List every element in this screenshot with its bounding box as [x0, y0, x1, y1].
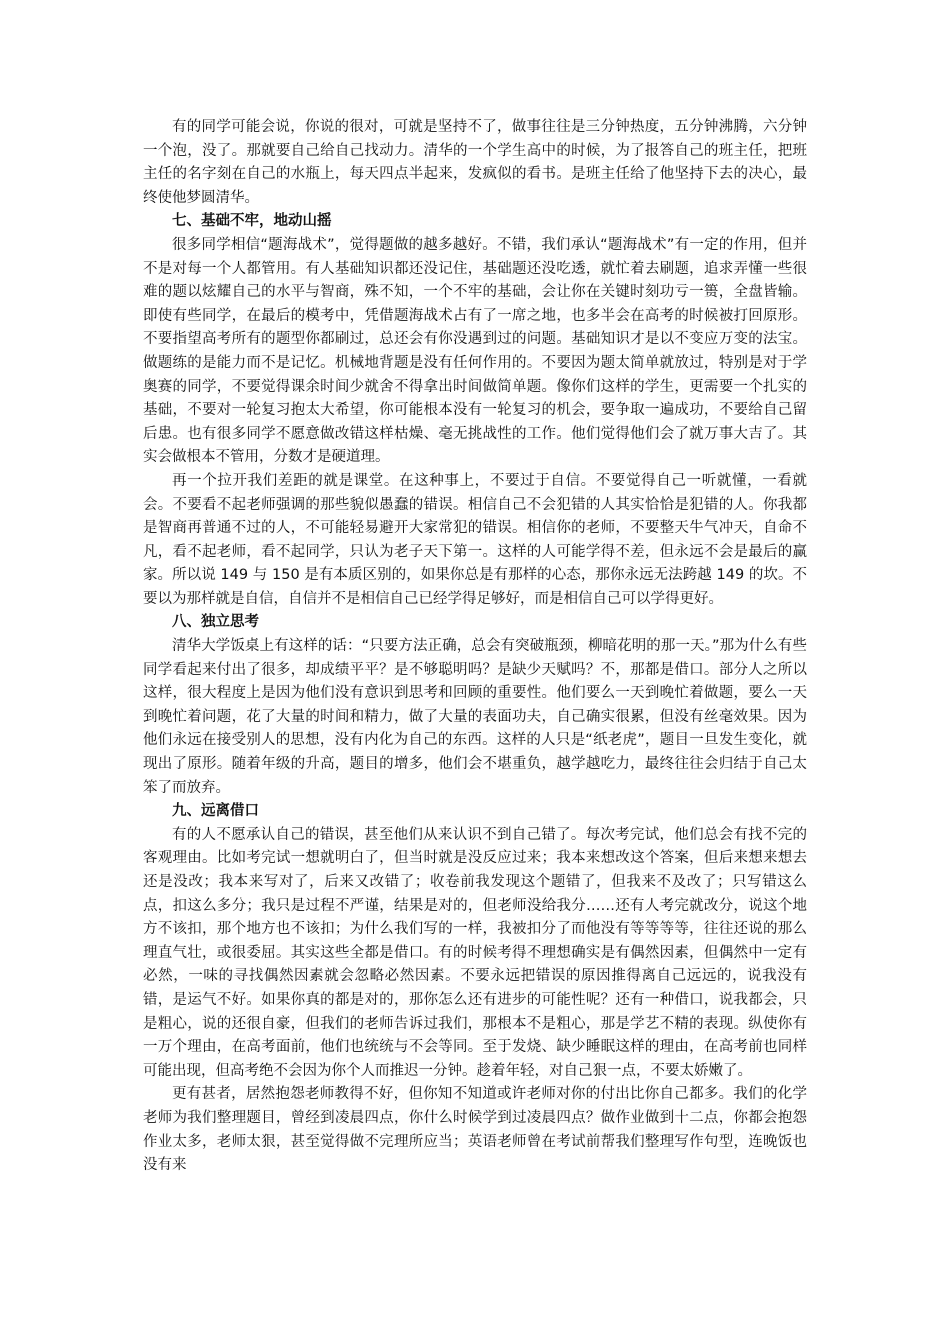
paragraph-excuses: 有的人不愿承认自己的错误，甚至他们从来认识不到自己错了。每次考完试，他们总会有找不完的客观理由。比如考完试一想就明白了，但当时就是没反应过来；我本来想改这个答案，但后来想来想去还是没改；我本来写对了，后来又改错了；收卷前我发现这个题错了，但我来不及改了；只写错这么点，扣这么多分；我只是过程不严谨，结果是对的，但老师没给我分……还有人考完就改分，说这个地方不该扣，那个地方也不该扣；为什么我们写的一样，我被扣分了而他没有等等等等，往往还说的那么理直气壮，或很委屈。其实这些全都是借口。有的时候考得不理想确实是有偶然因素，但偶然中一定有必然，一味的寻找偶然因素就会忽略必然因素。不要永远把错误的原因推得离自己远远的，说我没有错，是运气不好。如果你真的都是对的，那你怎么还有进步的可能性呢？还有一种借口，说我都会，只是粗心，说的还很自豪，但我们的老师告诉过我们，那根本不是粗心，那是学艺不精的表现。纵使你有一万个理由，在高考面前，他们也统统与不会等同。至于发烧、缺少睡眠这样的理由，在高考前也同样可能出现，但高考绝不会因为你个人而推迟一分钟。趁着年轻，对自己狠一点，不要太娇嫩了。 [143, 826, 807, 1079]
section-heading-8: 八、独立思考 [172, 614, 259, 631]
paragraph-independent-thinking: 清华大学饭桌上有这样的话：“只要方法正确，总会有突破瓶颈，柳暗花明的那一天。”那为什么有些同学看起来付出了很多，却成绩平平？是不够聪明吗？是缺少天赋吗？不，那都是借口。部分人之所以这样，很大程度上是因为他们没有意识到思考和回顾的重要性。他们要么一天到晚忙着做题，要么一天到晚忙着问题，花了大量的时间和精力，做了大量的表面功夫，自己确实很累，但没有丝毫效果。因为他们永远在接受别人的思想，没有内化为自己的东西。这样的人只是“纸老虎”，题目一旦发生变化，就现出了原形。随着年级的升高，题目的增多，他们会不堪重负，越学越吃力，最终往往会归结于自己太笨了而放弃。 [143, 638, 807, 796]
paragraph-teachers: 更有甚者，居然抱怨老师教得不好，但你知不知道或许老师对你的付出比你自己都多。我们的化学老师为我们整理题目，曾经到凌晨四点，你什么时候学到过凌晨四点？做作业做到十二点，你都会抱怨作业太多，老师太狠，甚至觉得做不完理所应当；英语老师曾在考试前帮我们整理写作句型，连晚饭也没有来 [143, 1086, 807, 1174]
paragraph-motivation: 有的同学可能会说，你说的很对，可就是坚持不了，做事往往是三分钟热度，五分钟沸腾，六分钟一个泡，没了。那就要自己给自己找动力。清华的一个学生高中的时候，为了报答自己的班主任，把班主任的名字刻在自己的水瓶上，每天四点半起来，发疯似的看书。是班主任给了他坚持下去的决心，最终使他梦圆清华。 [143, 119, 807, 206]
section-heading-9: 九、远离借口 [172, 803, 259, 820]
section-heading-7: 七、基础不牢，地动山摇 [172, 213, 332, 230]
document-page [143, 116, 807, 1178]
paragraph-classroom: 再一个拉开我们差距的就是课堂。在这种事上，不要过于自信。不要觉得自己一听就懂，一看就会。不要看不起老师强调的那些貌似愚蠢的错误。相信自己不会犯错的人其实恰恰是犯错的人。你我都是智商再普通不过的人，不可能轻易避开大家常犯的错误。相信你的老师，不要整天牛气冲天，自命不凡，看不起老师，看不起同学，只认为老子天下第一。这样的人可能学得不差，但永远不会是最后的赢家。所以说 149 与 150 是有本质区别的，如果你总是有那样的心态，那你永远无法跨越 149 的坎。不要以为那样就是自信，自信并不是相信自己已经学得足够好，而是相信自己可以学得更好。 [143, 472, 807, 607]
paragraph-foundation: 很多同学相信“题海战术”，觉得题做的越多越好。不错，我们承认“题海战术”有一定的作用，但并不是对每一个人都管用。有人基础知识都还没记住，基础题还没吃透，就忙着去刷题，追求弄懂一些很难的题以炫耀自己的水平与智商，殊不知，一个不牢的基础，会让你在关键时刻功亏一篑，全盘皆输。即使有些同学，在最后的模考中，凭借题海战术占有了一席之地，也多半会在高考的时候被打回原形。不要指望高考所有的题型你都刷过，总还会有你没遇到过的问题。基础知识才是以不变应万变的法宝。做题练的是能力而不是记忆。机械地背题是没有任何作用的。不要因为题太简单就放过，特别是对于学奥赛的同学，不要觉得课余时间少就舍不得拿出时间做简单题。像你们这样的学生，更需要一个扎实的基础，不要对一轮复习抱太大希望，你可能根本没有一轮复习的机会，要争取一遍成功，不要给自己留后患。也有很多同学不愿意做改错这样枯燥、毫无挑战性的工作。他们觉得他们会了就万事大吉了。其实会做根本不管用，分数才是硬道理。 [143, 236, 807, 466]
